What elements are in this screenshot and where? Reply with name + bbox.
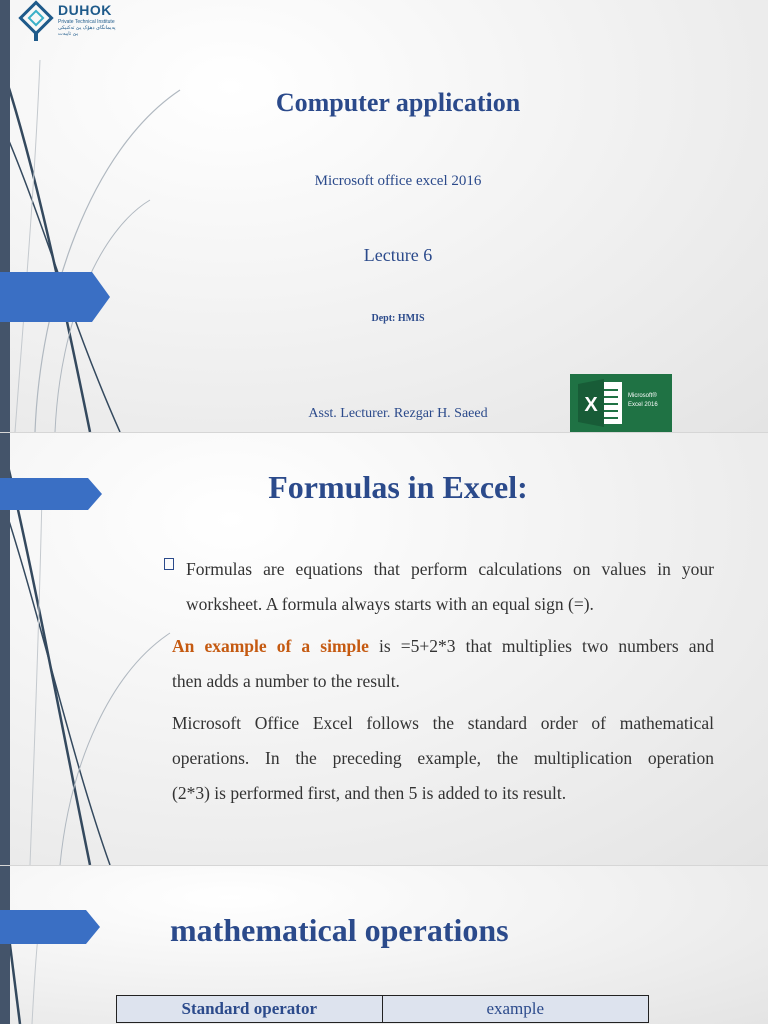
- order-of-operations: Microsoft Office Excel follows the standard order of mathematical operations. In the preceding example, the multiplication operation (2*3) is performed first, and then 5 is added to its result.: [172, 713, 714, 803]
- author-name: Asst. Lecturer. Rezgar H. Saeed: [308, 406, 488, 421]
- left-accent-bar: [0, 0, 10, 432]
- duhok-logo: [16, 0, 116, 42]
- table-header-operator: Standard operator: [117, 996, 383, 1023]
- blue-arrow-tab: [0, 910, 100, 944]
- title-slide: [0, 0, 768, 432]
- svg-text:X: X: [584, 394, 598, 416]
- left-accent-bar: [0, 866, 10, 1024]
- excel-logo-microsoft: Microsoft®: [628, 393, 657, 399]
- formulas-slide: [0, 433, 768, 865]
- slide-title: Formulas in Excel:: [268, 469, 528, 505]
- example-highlight: An example of a simple: [172, 636, 369, 656]
- slide-title: Computer application: [275, 88, 521, 117]
- logo-subtitle: Private Technical Institute: [58, 19, 115, 25]
- math-operations-slide: [0, 866, 768, 1024]
- department: Dept: HMIS: [371, 313, 425, 324]
- simple-example: An example of a simple is =5+2*3 that multiplies two numbers and then adds a number to the result.: [172, 636, 714, 691]
- table-header-row: [117, 996, 649, 1023]
- decorative-curves: [0, 0, 200, 432]
- slide-title: mathematical operations: [170, 912, 509, 948]
- excel-logo-version: Excel 2016: [628, 402, 658, 408]
- logo-emblem-icon: [16, 0, 56, 42]
- table-header-example: example: [382, 996, 649, 1023]
- excel-icon: [570, 374, 628, 432]
- logo-wordmark: DUHOK: [58, 2, 112, 18]
- lecture-number: Lecture 6: [363, 245, 433, 265]
- formula-definition: Formulas are equations that perform calculations on values in your worksheet. A formula always starts with an equal sign (=).: [186, 559, 714, 614]
- excel-2016-logo: [570, 374, 672, 432]
- logo-subtitle-kurdish: پەیمانگای دهۆک یێ تەکنیکی یێ تایبەت: [58, 25, 116, 37]
- bullet-icon: [164, 558, 174, 570]
- operators-table: [116, 995, 649, 1023]
- slide-subtitle: Microsoft office excel 2016: [314, 173, 482, 189]
